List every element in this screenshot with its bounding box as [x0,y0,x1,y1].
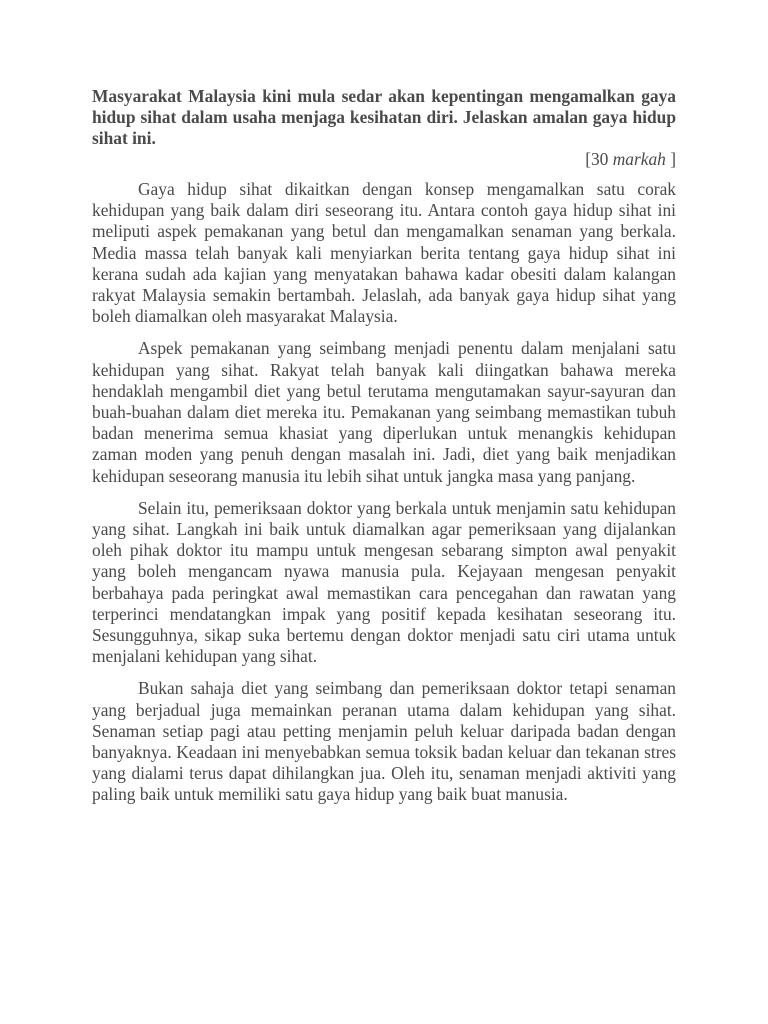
marks-close: ] [665,149,676,169]
marks-open: [30 [585,149,613,169]
paragraph-doctor-checkup: Selain itu, pemeriksaan doktor yang berkala untuk menjamin satu kehidupan yang sihat. Langkah ini baik untuk diamalkan agar pemeriksaan yang dijalankan oleh pihak doktor itu mampu untuk mengesan sebarang simpton awal penyakit yang boleh mengancam nyawa manusia pula. Kejayaan mengesan penyakit berbahaya pada peringkat awal memastikan cara pencegahan dan rawatan yang terperinci mendatangkan impak yang positif kepada kesihatan seseorang itu. Sesungguhnya, sikap suka bertemu dengan doktor menjadi satu ciri utama untuk menjalani kehidupan yang sihat. [92,497,676,667]
paragraph-diet: Aspek pemakanan yang seimbang menjadi penentu dalam menjalani satu kehidupan yang sihat. Rakyat telah banyak kali diingatkan bahawa mereka hendaklah mengambil diet yang betul terutama mengutamakan sayur-sayuran dan buah-buahan dalam diet mereka itu. Pemakanan yang seimbang memastikan tubuh badan menerima semua khasiat yang diperlukan untuk menangkis kehidupan zaman moden yang penuh dengan masalah ini. Jadi, diet yang baik menjadikan kehidupan seseorang manusia itu lebih sihat untuk jangka masa yang panjang. [92,338,676,486]
paragraph-introduction: Gaya hidup sihat dikaitkan dengan konsep mengamalkan satu corak kehidupan yang baik dalam diri seseorang itu. Antara contoh gaya hidup sihat ini meliputi aspek pemakanan yang betul dan mengamalkan senaman yang berkala. Media massa telah banyak kali menyiarkan berita tentang gaya hidup sihat ini kerana sudah ada kajian yang menyatakan bahawa kadar obesiti dalam kalangan rakyat Malaysia semakin bertambah. Jelaslah, ada banyak gaya hidup sihat yang boleh diamalkan oleh masyarakat Malaysia. [92,179,676,327]
document-page [92,86,676,817]
essay-question: Masyarakat Malaysia kini mula sedar akan kepentingan mengamalkan gaya hidup sihat dalam usaha menjaga kesihatan diri. Jelaskan amalan gaya hidup sihat ini. [92,86,676,148]
marks-word: markah [612,149,666,169]
marks-allocation [92,149,676,170]
paragraph-exercise: Bukan sahaja diet yang seimbang dan pemeriksaan doktor tetapi senaman yang berjadual juga memainkan peranan utama dalam kehidupan yang sihat. Senaman setiap pagi atau petting menjamin peluh keluar daripada badan dengan banyaknya. Keadaan ini menyebabkan semua toksik badan keluar dan tekanan stres yang dialami terus dapat dihilangkan jua. Oleh itu, senaman menjadi aktiviti yang paling baik untuk memiliki satu gaya hidup yang baik buat manusia. [92,678,676,805]
